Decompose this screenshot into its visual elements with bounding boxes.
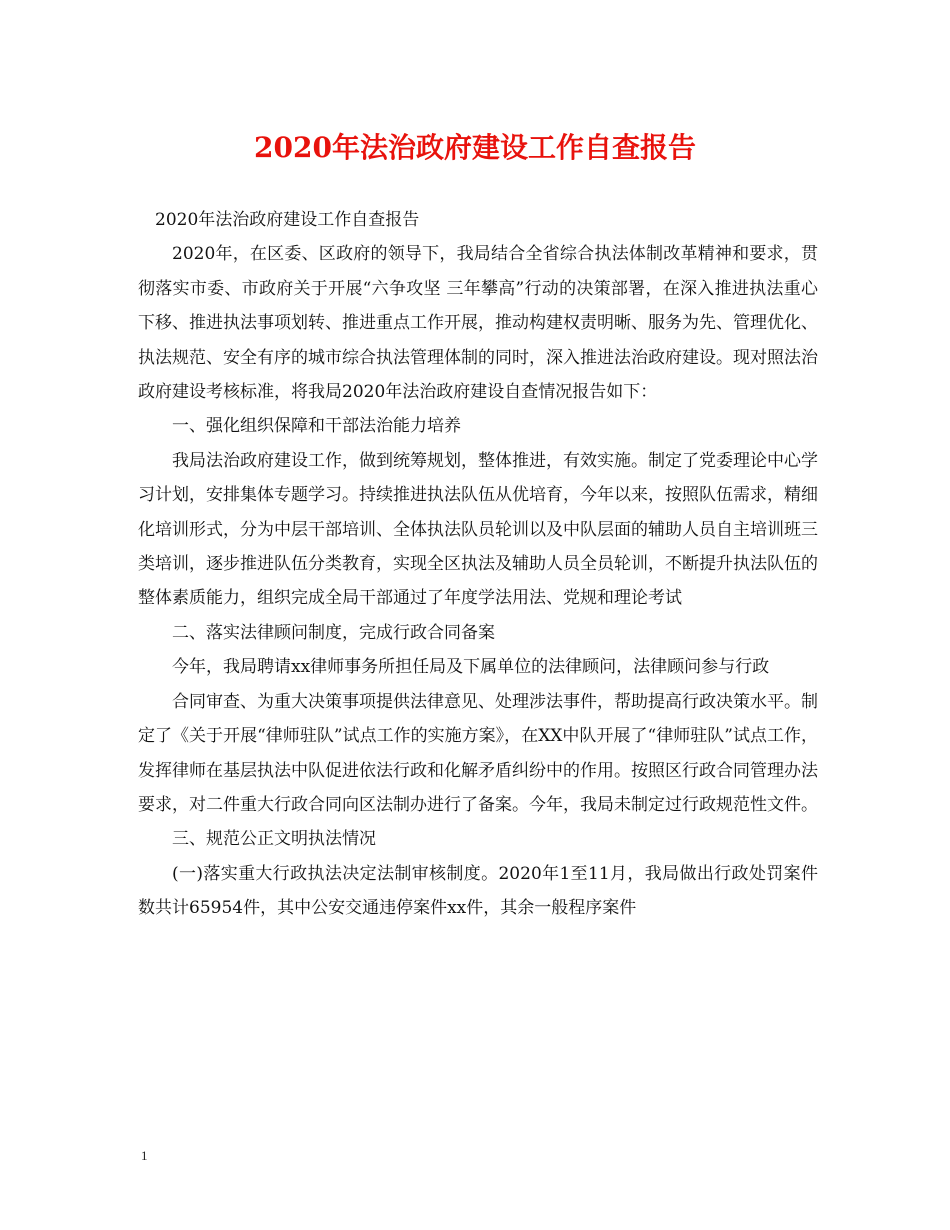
section-3-paragraph: (一)落实重大行政执法决定法制审核制度。2020年1至11月，我局做出行政处罚案件数共计65954件，其中公安交通违停案件xx件，其余一般程序案件: [138, 863, 818, 919]
document-body: [138, 203, 818, 926]
section-2-paragraph-a: 今年，我局聘请xx律师事务所担任局及下属单位的法律顾问，法律顾问参与行政: [172, 657, 770, 678]
section-1-paragraph: 我局法治政府建设工作，做到统筹规划，整体推进，有效实施。制定了党委理论中心学习计划，安排集体专题学习。持续推进执法队伍从优培育，今年以来，按照队伍需求，精细化培训形式，分为中层干部培训、全体执法队员轮训以及中队层面的辅助人员自主培训班三类培训，逐步推进队伍分类教育，实现全区执法及辅助人员全员轮训，不断提升执法队伍的整体素质能力，组织完成全局干部通过了年度学法用法、党规和理论考试: [138, 450, 818, 609]
section-heading-3: 三、规范公正文明执法情况: [172, 829, 376, 850]
section-heading-2: 二、落实法律顾问制度，完成行政合同备案: [172, 622, 495, 643]
section-2-paragraph-b: 合同审查、为重大决策事项提供法律意见、处理涉法事件，帮助提高行政决策水平。制定了《关于开展“律师驻队”试点工作的实施方案》，在XX中队开展了“律师驻队”试点工作，发挥律师在基层执法中队促进依法行政和化解矛盾纠纷中的作用。按照区行政合同管理办法要求，对二件重大行政合同向区法制办进行了备案。今年，我局未制定过行政规范性文件。: [138, 691, 818, 815]
section-heading-1: 一、强化组织保障和干部法治能力培养: [172, 416, 461, 437]
document-title: 2020年法治政府建设工作自查报告: [254, 131, 696, 164]
page-number: 1: [141, 1148, 148, 1163]
intro-paragraph: 2020年，在区委、区政府的领导下，我局结合全省综合执法体制改革精神和要求，贯彻落实市委、市政府关于开展“六争攻坚 三年攀高”行动的决策部署，在深入推进执法重心下移、推进执法事项划转、推进重点工作开展，推动构建权责明晰、服务为先、管理优化、执法规范、安全有序的城市综合执法管理体制的同时，深入推进法治政府建设。现对照法治政府建设考核标准，将我局2020年法治政府建设自查情况报告如下：: [138, 244, 818, 403]
subtitle-paragraph: 2020年法治政府建设工作自查报告: [155, 210, 420, 230]
